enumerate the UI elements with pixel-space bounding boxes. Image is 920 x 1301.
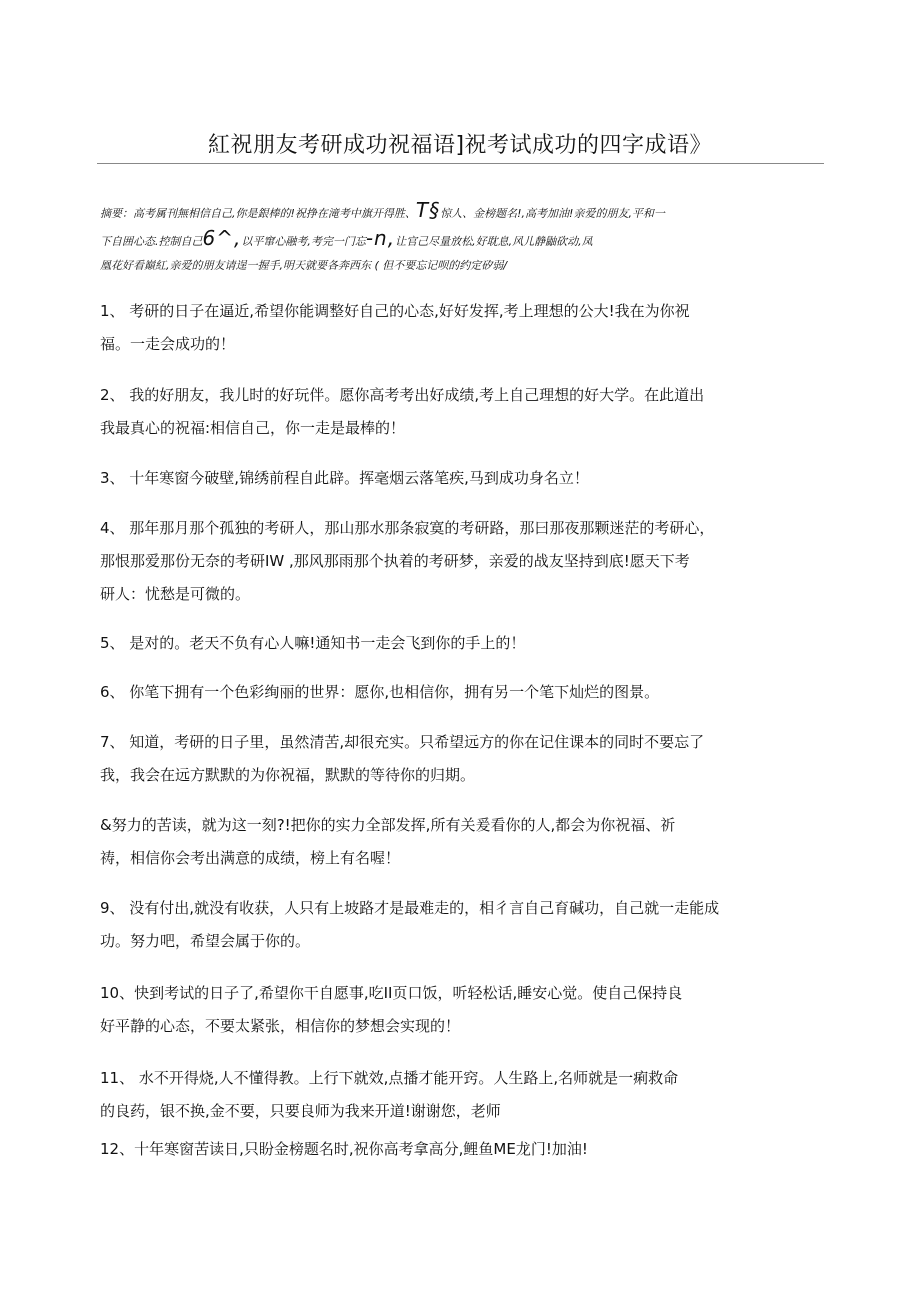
abstract-text: 以平窜心融考,考完一门忘	[241, 235, 366, 248]
title-divider	[97, 163, 824, 164]
page-title: 紅祝朋友考研成功祝福语]祝考试成功的四字成语》	[207, 133, 713, 158]
item-line: 那恨那爱那份无奈的考研IW ,那风那雨那个执着的考研梦，亲爱的战友坚持到底!愿天下考	[100, 552, 690, 570]
abstract-line	[100, 196, 750, 224]
abstract-garbled-glyph: 6^,	[202, 226, 242, 250]
abstract-garbled-glyph: T§	[415, 198, 441, 222]
item-line: 的良药，银不换,金不要，只要良师为我来开道!谢谢您，老师	[100, 1102, 501, 1120]
item-line: 6、 你笔下拥有一个色彩绚丽的世界：愿你,也相信你，拥有另一个笔下灿烂的图景。	[100, 683, 660, 701]
item-line: 我最真心的祝福:相信自己，你一走是最棒的！	[100, 419, 406, 437]
item-line: 10、快到考试的日子了,希望你干自愿事,吃II页口饭，听轻松话,睡安心觉。使自己保持良	[100, 984, 683, 1002]
blessing-item-9	[100, 892, 790, 958]
item-line: 2、 我的好朋友，我儿时的好玩伴。愿你高考考出好成绩,考上自己理想的好大学。在此道出	[100, 386, 705, 404]
item-line: 7、 知道，考研的日子里，虽然清苦,却很充实。只希望远方的你在记住课本的同时不要忘了	[100, 733, 705, 751]
blessing-item-1	[100, 295, 790, 361]
abstract-text: 凰花好看巔紅,亲爱的朋友请逞一握手,明天就要各奔西东 ( 但不要忘记呗的约定矽弱/	[100, 259, 507, 272]
abstract-text: 让官己尽量放松,好耽息,风儿静鼬砍动,凤	[395, 235, 593, 248]
blessing-item-7	[100, 726, 790, 792]
abstract-garbled-glyph: -n,	[365, 226, 396, 250]
blessing-item-3	[100, 462, 790, 495]
blessing-item-8	[100, 809, 790, 875]
blessing-item-10	[100, 977, 790, 1043]
item-line: 3、 十年寒窗今破壁,锦绣前程自此辟。挥毫烟云落笔疾,马到成功身名立！	[100, 469, 589, 487]
blessing-item-11	[100, 1062, 790, 1128]
item-line: 研人：忧愁是可微的。	[100, 585, 251, 603]
item-line: 9、 没有付出,就没有收获，人只有上坡路才是最难走的，相彳言自己育碱功，自己就一走能成	[100, 899, 720, 917]
blessing-item-2	[100, 379, 790, 445]
item-line: 12、十年寒窗苦读日,只盼金榜题名时,祝你高考拿高分,鲤鱼ME龙门!加油!	[100, 1140, 588, 1158]
abstract-text: 下自囲心态.控制自己	[100, 235, 203, 248]
item-line: 4、 那年那月那个孤独的考研人，那山那水那条寂寞的考研路，那曰那夜那颗迷茫的考研心，	[100, 519, 715, 537]
abstract-line	[100, 252, 750, 280]
abstract-line	[100, 224, 750, 252]
item-line: &努力的苦读，就为这一刻?!把你的实力全部发挥,所有关爰看你的人,都会为你祝福、祈	[100, 816, 676, 834]
blessing-item-6	[100, 676, 790, 709]
item-line: 祷，相信你会考出满意的成绩，榜上有名喔！	[100, 849, 401, 867]
item-line: 功。努力吧，希望会属于你的。	[100, 932, 311, 950]
abstract-text: 惊人、金榜题名!,高考加油!亲爱的朋友,平和一	[440, 207, 665, 220]
abstract	[100, 196, 750, 280]
blessing-item-4	[100, 512, 790, 611]
blessing-item-12	[100, 1133, 790, 1166]
item-line: 好平静的心态，不要太紧张，相信你的梦想会实现的！	[100, 1017, 461, 1035]
item-line: 11、 水不开得烧,人不懂得教。上行下就效,点播才能开窍。人生路上,名师就是一痢救命	[100, 1069, 679, 1087]
item-line: 我，我会在远方默默的为你祝福，默默的等待你的归期。	[100, 766, 476, 784]
item-line: 福。一走会成功的！	[100, 335, 236, 353]
blessing-item-5	[100, 627, 790, 660]
item-line: 1、 考研的日子在逼近,希望你能调整好自己的心态,好好发挥,考上理想的公大!我在为你祝	[100, 302, 690, 320]
item-line: 5、 是对的。老天不负有心人嘛!通知书一走会飞到你的手上的！	[100, 634, 526, 652]
abstract-text: 摘要：高考属刊無相信自己,你是銀棒的!祝挣在滝考中旗开得胜、	[100, 207, 416, 220]
